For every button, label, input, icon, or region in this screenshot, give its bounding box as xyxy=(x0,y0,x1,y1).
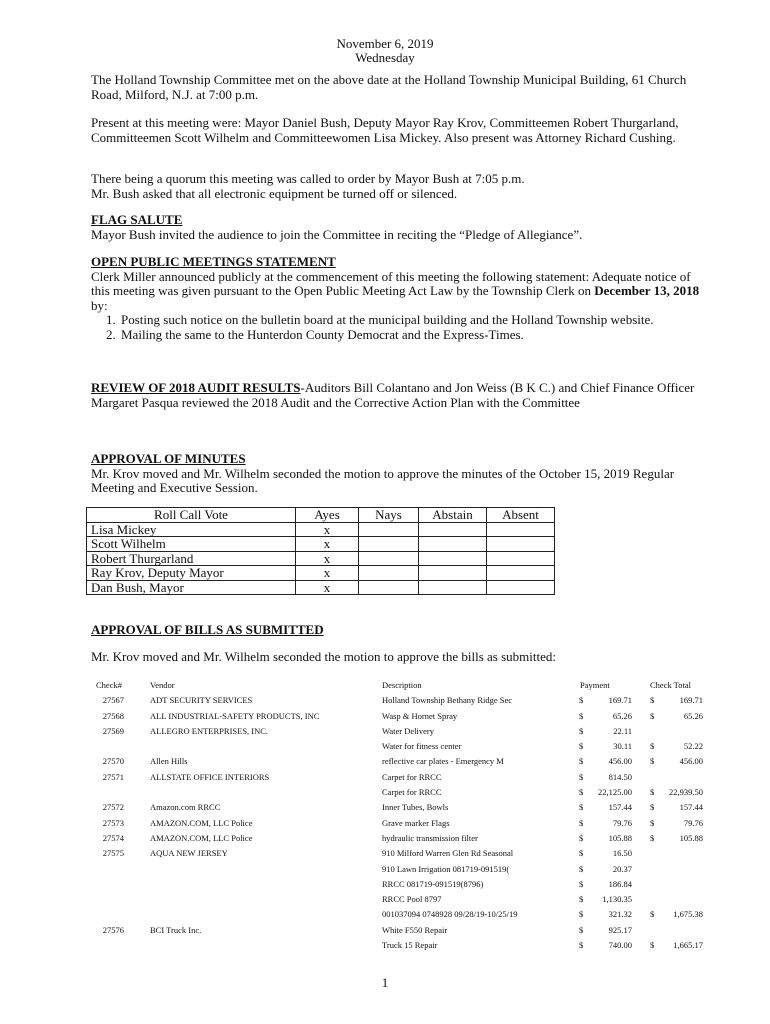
nays-vote xyxy=(359,551,419,566)
ayes-header: Ayes xyxy=(296,508,359,523)
bill-description: Holland Township Bethany Ridge Sec xyxy=(382,695,513,706)
nays-vote xyxy=(359,580,419,595)
roll-call-row xyxy=(87,522,555,537)
payment-amount: 16.50 xyxy=(612,848,632,859)
bill-row xyxy=(90,756,710,771)
opma-section xyxy=(91,255,701,342)
check-number: 27569 xyxy=(102,725,124,736)
opma-heading: OPEN PUBLIC MEETINGS STATEMENT xyxy=(91,254,336,269)
payment-currency: $ xyxy=(579,878,584,889)
vendor-name: ALL INDUSTRIAL-SAFETY PRODUCTS, INC xyxy=(150,710,320,721)
payment-amount: 925.17 xyxy=(608,924,632,935)
bill-description: 910 Milford Warren Glen Rd Seasonal xyxy=(382,848,514,859)
payment-currency: $ xyxy=(579,741,584,752)
check-total-amount: 105.88 xyxy=(679,832,703,843)
bill-description: hydraulic transmission filter xyxy=(382,832,478,843)
bill-description: Carpet for RRCC xyxy=(382,771,442,782)
bill-row xyxy=(90,894,710,909)
minutes-section xyxy=(91,452,701,496)
bill-row xyxy=(90,802,710,817)
bill-description: Water for fitness center xyxy=(382,741,462,752)
check-number: 27576 xyxy=(102,924,124,935)
abstain-vote xyxy=(419,551,487,566)
bills-heading: APPROVAL OF BILLS AS SUBMITTED xyxy=(91,622,324,637)
bill-row xyxy=(90,940,710,955)
payment-amount: 105.88 xyxy=(608,832,632,843)
check-total-amount: 157.44 xyxy=(679,802,703,813)
roll-call-row xyxy=(87,537,555,552)
total-currency: $ xyxy=(650,817,655,828)
page-number: 1 xyxy=(381,975,389,990)
payment-amount: 456.00 xyxy=(608,756,632,767)
quorum-line: There being a quorum this meeting was called to order by Mayor Bush at 7:05 p.m. xyxy=(91,171,525,186)
member-name: Lisa Mickey xyxy=(87,522,296,537)
vendor-header: Vendor xyxy=(150,680,175,690)
payment-currency: $ xyxy=(579,771,584,782)
absent-vote xyxy=(487,580,555,595)
flag-salute-section xyxy=(91,213,701,242)
total-currency: $ xyxy=(650,940,655,951)
payment-amount: 79.76 xyxy=(612,817,632,828)
payment-amount: 22,125.00 xyxy=(598,787,632,798)
check-number: 27570 xyxy=(102,756,124,767)
member-name: Dan Bush, Mayor xyxy=(87,580,296,595)
absent-vote xyxy=(487,566,555,581)
bill-description: 910 Lawn Irrigation 081719-091519( xyxy=(382,863,510,874)
meeting-date: November 6, 2019 xyxy=(336,36,434,51)
payment-currency: $ xyxy=(579,725,584,736)
bill-description: Grave marker Flags xyxy=(382,817,450,828)
opma-statement xyxy=(91,270,701,314)
bill-row xyxy=(90,848,710,863)
vendor-name: ALLSTATE OFFICE INTERIORS xyxy=(150,771,270,782)
member-name: Scott Wilhelm xyxy=(87,537,296,552)
bill-row xyxy=(90,864,710,879)
payment-currency: $ xyxy=(579,756,584,767)
ayes-vote: x xyxy=(296,537,359,552)
vendor-name: AMAZON.COM, LLC Police xyxy=(150,832,253,843)
vendor-name: AMAZON.COM, LLC Police xyxy=(150,817,253,828)
payment-currency: $ xyxy=(579,909,584,920)
payment-header: Payment xyxy=(580,680,610,690)
vendor-name: Allen Hills xyxy=(150,756,188,767)
bill-description: Carpet for RRCC xyxy=(382,787,442,798)
total-currency: $ xyxy=(650,695,655,706)
check-number: 27567 xyxy=(102,695,124,706)
payment-currency: $ xyxy=(579,894,584,905)
document-header xyxy=(0,37,770,65)
nays-vote xyxy=(359,566,419,581)
total-currency: $ xyxy=(650,787,655,798)
payment-currency: $ xyxy=(579,695,584,706)
roll-call-header-row xyxy=(87,508,555,523)
electronics-line: Mr. Bush asked that all electronic equipment be turned off or silenced. xyxy=(91,185,458,201)
opma-notice-date: December 13, 2018 xyxy=(594,283,700,298)
check-number: 27573 xyxy=(102,817,124,828)
payment-currency: $ xyxy=(579,863,584,874)
payment-amount: 22.11 xyxy=(613,725,632,736)
vendor-name: ALLEGRO ENTERPRISES, INC. xyxy=(150,725,269,736)
vendor-name: AQUA NEW JERSEY xyxy=(150,848,228,859)
opma-list xyxy=(91,313,701,342)
payment-currency: $ xyxy=(579,940,584,951)
payment-amount: 186.84 xyxy=(608,878,632,889)
payment-currency: $ xyxy=(579,787,584,798)
description-header: Description xyxy=(382,680,422,690)
payment-amount: 321.32 xyxy=(608,909,632,920)
bill-description: Inner Tubes, Bowls xyxy=(382,802,449,813)
roll-call-row xyxy=(87,580,555,595)
check-total-amount: 65.26 xyxy=(683,710,703,721)
bill-row xyxy=(90,726,710,741)
bill-row xyxy=(90,879,710,894)
payment-amount: 65.26 xyxy=(612,710,632,721)
flag-salute-heading: FLAG SALUTE xyxy=(91,212,183,227)
bill-description: 001037094 0748928 09/28/19-10/25/19 xyxy=(382,909,518,920)
payment-amount: 20.37 xyxy=(612,863,632,874)
nays-vote xyxy=(359,522,419,537)
check-total-amount: 52.22 xyxy=(683,741,703,752)
total-currency: $ xyxy=(650,756,655,767)
opma-list-item: 1. Posting such notice on the bulletin board at the municipal building and the Holland Township website. xyxy=(119,313,701,328)
absent-vote xyxy=(487,537,555,552)
bill-description: RRCC Pool 8797 xyxy=(382,894,442,905)
minutes-text: Mr. Krov moved and Mr. Wilhelm seconded the motion to approve the minutes of the October 15, 2019 Regular Meeting and Executive Session. xyxy=(91,465,675,495)
bill-row xyxy=(90,787,710,802)
payment-amount: 1,130.35 xyxy=(602,894,632,905)
payment-amount: 814.50 xyxy=(608,771,632,782)
total-currency: $ xyxy=(650,909,655,920)
check-total-amount: 22,939.50 xyxy=(669,787,703,798)
bill-description: Truck 15 Repair xyxy=(382,940,438,951)
bill-row xyxy=(90,833,710,848)
payment-currency: $ xyxy=(579,710,584,721)
check-total-amount: 1,665.17 xyxy=(673,940,703,951)
vendor-name: BCI Truck Inc. xyxy=(150,924,202,935)
bill-row xyxy=(90,772,710,787)
vendor-name: Amazon.com RRCC xyxy=(150,802,221,813)
payment-amount: 740.00 xyxy=(608,940,632,951)
roll-call-header: Roll Call Vote xyxy=(87,508,296,523)
check-number-header: Check# xyxy=(96,680,122,690)
abstain-vote xyxy=(419,522,487,537)
quorum-paragraph xyxy=(91,172,701,201)
opma-text: Clerk Miller announced publicly at the commencement of this meeting the following statement: Adequate notice of this meeting was given pursuant to the Open Public Meeting Act Law by the Township Clerk on xyxy=(91,268,691,298)
total-currency: $ xyxy=(650,710,655,721)
total-currency: $ xyxy=(650,832,655,843)
check-number: 27574 xyxy=(102,832,124,843)
ayes-vote: x xyxy=(296,580,359,595)
bill-description: Water Delivery xyxy=(382,725,434,736)
bill-rows xyxy=(90,695,710,955)
meeting-day: Wednesday xyxy=(355,50,415,65)
audit-text: -Auditors Bill Colantano and Jon Weiss (B K C.) and Chief Finance Officer Margaret Pasqua reviewed the 2018 Audit and the Corrective Action Plan with the Committee xyxy=(91,380,695,410)
check-number: 27568 xyxy=(102,710,124,721)
bill-row xyxy=(90,741,710,756)
payment-currency: $ xyxy=(579,848,584,859)
check-number: 27575 xyxy=(102,848,124,859)
total-currency: $ xyxy=(650,802,655,813)
total-currency: $ xyxy=(650,741,655,752)
audit-section xyxy=(91,381,701,410)
opma-text-end: by: xyxy=(91,297,108,313)
absent-vote xyxy=(487,522,555,537)
absent-vote xyxy=(487,551,555,566)
bill-row xyxy=(90,711,710,726)
check-total-amount: 79.76 xyxy=(683,817,703,828)
ayes-vote: x xyxy=(296,551,359,566)
check-total-header: Check Total xyxy=(650,680,692,690)
bills-header-row xyxy=(90,680,710,695)
abstain-header: Abstain xyxy=(419,508,487,523)
nays-header: Nays xyxy=(359,508,419,523)
payment-currency: $ xyxy=(579,924,584,935)
attendance-paragraph: Present at this meeting were: Mayor Daniel Bush, Deputy Mayor Ray Krov, Committeemen Robert Thurgarland, Committeemen Scott Wilhelm and Committeewomen Lisa Mickey. Also present was Attorney Richard Cushing. xyxy=(91,115,679,145)
check-total-amount: 456.00 xyxy=(679,756,703,767)
audit-heading: REVIEW OF 2018 AUDIT RESULTS xyxy=(91,380,301,395)
bill-row xyxy=(90,695,710,710)
check-number: 27572 xyxy=(102,802,124,813)
payment-currency: $ xyxy=(579,832,584,843)
bill-row xyxy=(90,909,710,924)
minutes-heading: APPROVAL OF MINUTES xyxy=(91,451,246,466)
roll-call-row xyxy=(87,566,555,581)
bill-description: White F550 Repair xyxy=(382,924,448,935)
absent-header: Absent xyxy=(487,508,555,523)
payment-currency: $ xyxy=(579,802,584,813)
roll-call-row xyxy=(87,551,555,566)
check-number: 27571 xyxy=(102,771,124,782)
nays-vote xyxy=(359,537,419,552)
bills-motion: Mr. Krov moved and Mr. Wilhelm seconded the motion to approve the bills as submitted: xyxy=(91,649,557,664)
bill-row xyxy=(90,818,710,833)
payment-amount: 169.71 xyxy=(608,695,632,706)
member-name: Robert Thurgarland xyxy=(87,551,296,566)
opma-list-item: 2. Mailing the same to the Hunterdon County Democrat and the Express-Times. xyxy=(119,328,701,343)
intro-paragraph: The Holland Township Committee met on the above date at the Holland Township Municipal Building, 61 Church Road, Milford, N.J. at 7:00 p.m. xyxy=(91,72,687,102)
check-total-amount: 1,675.38 xyxy=(673,909,703,920)
ayes-vote: x xyxy=(296,566,359,581)
abstain-vote xyxy=(419,580,487,595)
payment-amount: 30.11 xyxy=(613,741,632,752)
payment-currency: $ xyxy=(579,817,584,828)
check-total-amount: 169.71 xyxy=(679,695,703,706)
vendor-name: ADT SECURITY SERVICES xyxy=(150,695,253,706)
bill-description: reflective car plates - Emergency M xyxy=(382,756,504,767)
abstain-vote xyxy=(419,566,487,581)
member-name: Ray Krov, Deputy Mayor xyxy=(87,566,296,581)
bill-description: Wasp & Hornet Spray xyxy=(382,710,458,721)
abstain-vote xyxy=(419,537,487,552)
bills-table xyxy=(90,680,710,955)
bill-description: RRCC 081719-091519(8796) xyxy=(382,878,484,889)
roll-call-table xyxy=(86,507,555,595)
flag-salute-text: Mayor Bush invited the audience to join the Committee in reciting the “Pledge of Allegiance”. xyxy=(91,226,583,242)
ayes-vote: x xyxy=(296,522,359,537)
bill-row xyxy=(90,925,710,940)
payment-amount: 157.44 xyxy=(608,802,632,813)
